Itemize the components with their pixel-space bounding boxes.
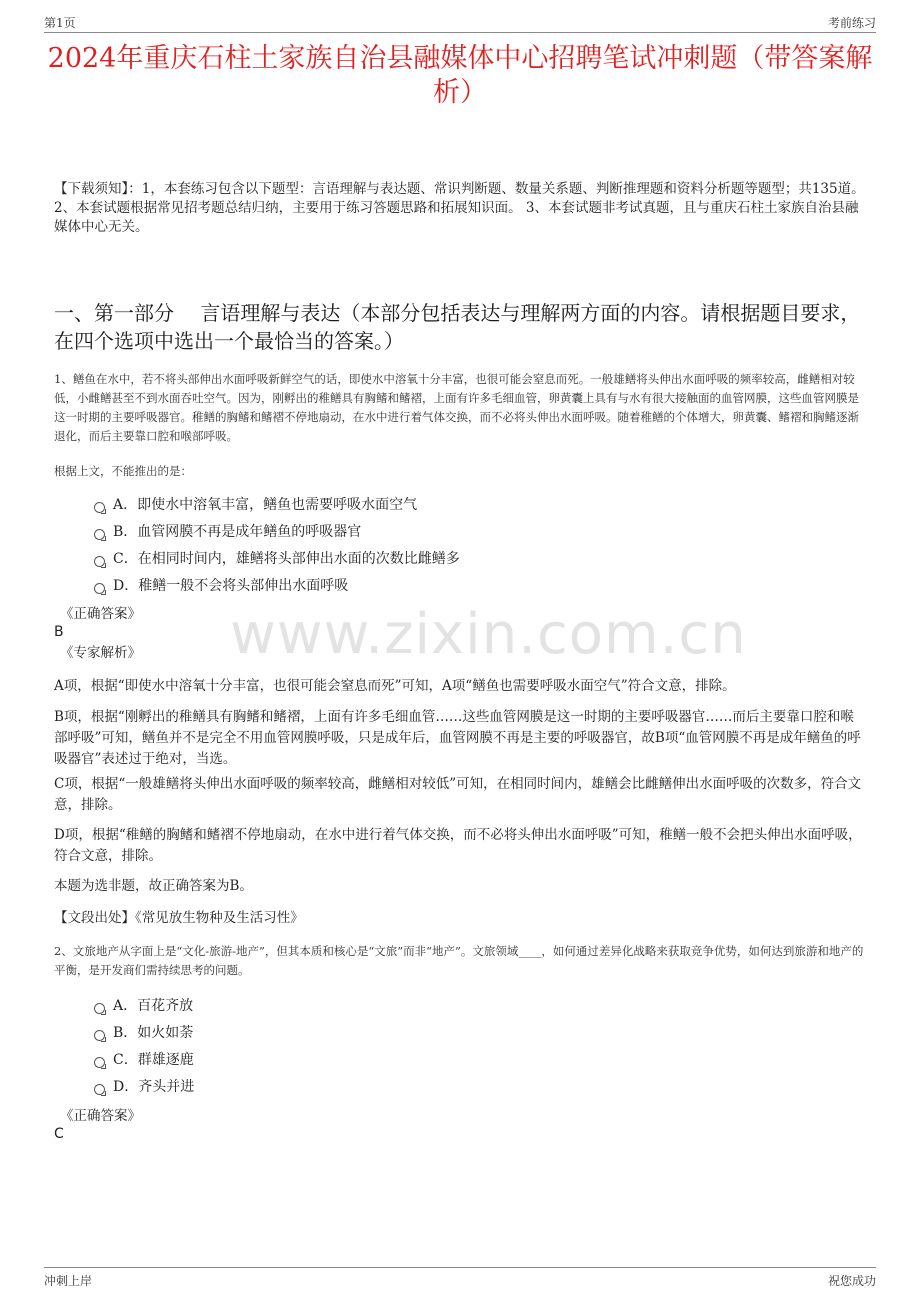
question-2-option-a[interactable] xyxy=(94,996,193,1016)
radio-icon[interactable] xyxy=(94,529,105,540)
question-1-prompt: 根据上文，不能推出的是： xyxy=(54,464,192,478)
question-2-option-b[interactable] xyxy=(94,1023,193,1043)
footer-right: 祝您成功 xyxy=(827,1274,876,1288)
source-citation: 【文段出处】《常见放生物种及生活习性》 xyxy=(54,910,304,926)
question-1-answer: B xyxy=(54,624,64,640)
question-2-option-d[interactable] xyxy=(94,1077,194,1097)
radio-icon[interactable] xyxy=(94,556,105,567)
radio-icon[interactable] xyxy=(94,1057,105,1068)
section-heading: 一、第一部分 言语理解与表达（本部分包括表达与理解两方面的内容。请根据题目要求，在四个选项中选出一个最恰当的答案。） xyxy=(54,301,861,353)
option-label: B．血管网膜不再是成年鳝鱼的呼吸器官 xyxy=(113,524,362,540)
analysis-paragraph: B项，根据“刚孵出的稚鳝具有胸鳍和鳍褶，上面有许多毛细血管……这些血管网膜是这一时期的主要呼吸器官……而后主要靠口腔和喉部呼吸”可知，鳝鱼并不是完全不用血管网膜呼吸，只是成年后，血管网膜不再是主要的呼吸器官，故B项“血管网膜不再是成年鳝鱼的呼吸器官”表述过于绝对，当选。 xyxy=(54,709,861,767)
radio-icon[interactable] xyxy=(94,583,105,594)
document-title: 2024年重庆石柱土家族自治县融媒体中心招聘笔试冲刺题（带答案解析） xyxy=(47,43,873,108)
radio-icon[interactable] xyxy=(94,1003,105,1014)
question-2-option-c[interactable] xyxy=(94,1050,194,1070)
radio-icon[interactable] xyxy=(94,1084,105,1095)
question-1-stem: 1、鳝鱼在水中，若不将头部伸出水面呼吸新鲜空气的话，即使水中溶氧十分丰富，也很可能会窒息而死。一般雄鳝将头伸出水面呼吸的频率较高，雌鳝相对较低，小雌鳝甚至不到水面吞吐空气。因为，刚孵出的稚鳝具有胸鳍和鳍褶，上面有许多毛细血管，卵黄囊上具有与水有很大接触面的血管网膜，这些血管网膜是这一时期的主要呼吸器官。稚鳝的胸鳍和鳍褶不停地扇动，在水中进行着气体交换，而不必将头伸出水面呼吸。随着稚鳝的个体增大，卵黄囊、鳍褶和胸鳍逐渐退化，而后主要靠口腔和喉部呼吸。 xyxy=(54,372,859,443)
radio-icon[interactable] xyxy=(94,1030,105,1041)
page-footer xyxy=(44,1267,876,1288)
question-1-analysis-label: 《专家解析》 xyxy=(60,645,141,661)
option-label: C．在相同时间内，雄鳝将头部伸出水面的次数比雌鳝多 xyxy=(113,551,460,567)
question-1-answer-label: 《正确答案》 xyxy=(60,606,141,622)
page-header xyxy=(44,12,876,33)
analysis-paragraph: 本题为选非题，故正确答案为B。 xyxy=(54,878,253,894)
footer-left: 冲刺上岸 xyxy=(44,1274,93,1288)
watermark: www.zixin.com.cn xyxy=(230,602,747,667)
page-number: 第1页 xyxy=(44,16,76,30)
option-label: A．百花齐放 xyxy=(113,998,194,1014)
question-1-option-d[interactable] xyxy=(94,576,348,596)
option-label: C．群雄逐鹿 xyxy=(113,1052,194,1068)
analysis-paragraph: A项，根据“即使水中溶氧十分丰富，也很可能会窒息而死”可知，A项“鳝鱼也需要呼吸水面空气”符合文意，排除。 xyxy=(54,678,736,694)
option-label: D．齐头并进 xyxy=(113,1079,195,1095)
option-label: B．如火如荼 xyxy=(113,1025,194,1041)
question-2-stem: 2、文旅地产从字面上是“文化-旅游-地产”，但其本质和核心是“文旅”而非“地产”。文旅领域____，如何通过差异化战略来获取竞争优势，如何达到旅游和地产的平衡，是开发商们需持续思考的问题。 xyxy=(54,944,864,977)
question-2-answer-label: 《正确答案》 xyxy=(60,1108,141,1124)
question-2-answer: C xyxy=(54,1126,64,1142)
option-label: D．稚鳝一般不会将头部伸出水面呼吸 xyxy=(113,578,349,594)
download-notice: 【下载须知】：1，本套练习包含以下题型：言语理解与表达题、常识判断题、数量关系题、判断推理题和资料分析题等题型；共135道。 2、本套试题根据常见招考题总结归纳，主要用于练习答题思路和拓展知识面。 3、本套试题非考试真题，且与重庆石柱土家族自治县融媒体中心无关。 xyxy=(54,181,865,235)
header-tag: 考前练习 xyxy=(827,16,876,30)
question-1-option-b[interactable] xyxy=(94,522,361,542)
radio-icon[interactable] xyxy=(94,502,105,513)
question-1-option-a[interactable] xyxy=(94,495,417,515)
analysis-paragraph: C项，根据“一般雄鳝将头伸出水面呼吸的频率较高，雌鳝相对较低”可知，在相同时间内，雄鳝会比雌鳝伸出水面呼吸的次数多，符合文意，排除。 xyxy=(54,776,862,813)
question-1-option-c[interactable] xyxy=(94,549,460,569)
analysis-paragraph: D项，根据“稚鳝的胸鳍和鳍褶不停地扇动，在水中进行着气体交换，而不必将头伸出水面呼吸”可知，稚鳝一般不会把头伸出水面呼吸，符合文意，排除。 xyxy=(54,827,862,864)
option-label: A．即使水中溶氧丰富，鳝鱼也需要呼吸水面空气 xyxy=(113,497,418,513)
